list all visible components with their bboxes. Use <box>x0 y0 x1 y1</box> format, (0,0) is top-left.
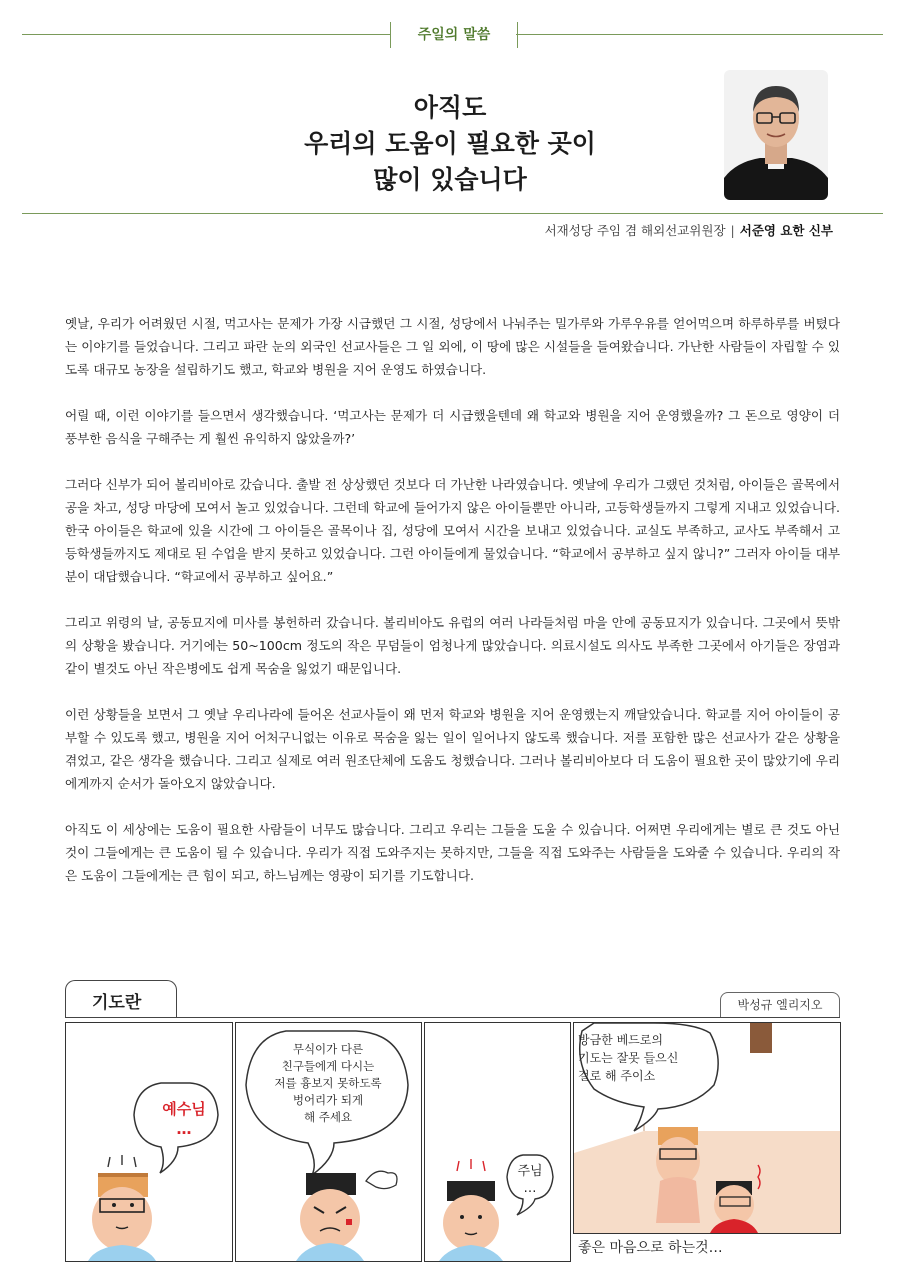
panel-1-bubble <box>152 1099 216 1139</box>
title-line-3: 많이 있습니다 <box>373 165 527 194</box>
author-line <box>545 221 833 239</box>
article-paragraph: 이런 상황들을 보면서 그 옛날 우리나라에 들어온 선교사들이 왜 먼저 학교와 병원을 지어 운영했는지 깨달았습니다. 학교를 지어 아이들이 공부할 수 있도록 했고, 병원을 지어 어처구니없는 이유로 목숨을 잃는 일이 일어나지 않도록 했습니다. 저를 포함한 많은 선교사가 같은 상황을 겪었고, 같은 생각을 했습니다. 그리고 실제로 여러 원조단체에 도움도 청했습니다. 그러나 볼리비아보다 더 도움이 필요한 곳이 많았기에 우리에게까지 순서가 돌아오지 않았습니다. <box>65 707 840 791</box>
article-body <box>65 312 840 910</box>
panel-2-line: 무식이가 다른 <box>292 1042 364 1056</box>
header-rule-left <box>22 34 390 35</box>
page-title <box>250 90 650 198</box>
panel-3-line: 주님 <box>517 1164 543 1179</box>
panel-2-bubble <box>258 1041 398 1126</box>
panel-2-line: 벙어리가 되게 <box>292 1093 364 1107</box>
author-name: 서준영 요한 신부 <box>739 223 833 238</box>
panel-4-line: 방금한 베드로의 <box>578 1033 663 1047</box>
panel-4-bubble <box>578 1031 714 1085</box>
article-paragraph: 그리고 위령의 날, 공동묘지에 미사를 봉헌하러 갔습니다. 볼리비아도 유럽의 여러 나라들처럼 마을 안에 공동묘지가 있습니다. 그곳에서 뜻밖의 상황을 봤습니다. 거기에는 50~100cm 정도의 작은 무덤들이 엄청나게 많았습니다. 의료시설도 의사도 부족한 그곳에서 아기들은 장염과 같이 별것도 아닌 작은병에도 쉽게 목숨을 잃었기 때문입니다. <box>65 615 840 676</box>
title-line-1: 아직도 <box>413 93 487 122</box>
comic-panel-3 <box>424 1022 571 1262</box>
article-paragraph: 옛날, 우리가 어려웠던 시절, 먹고사는 문제가 가장 시급했던 그 시절, 성당에서 나눠주는 밀가루와 가루우유를 얻어먹으며 하루하루를 버텼다는 이야기를 들었습니다. 그리고 파란 눈의 외국인 선교사들은 그 일 외에, 이 땅에 많은 시설들을 들여왔습니다. 가난한 사람들이 자립할 수 있도록 대규모 농장을 설립하기도 했고, 학교와 병원을 지어 운영도 하였습니다. <box>65 316 840 377</box>
panel-4-caption: 좋은 마음으로 하는것… <box>578 1240 723 1256</box>
comic-header <box>65 978 840 1018</box>
panel-1-line: 예수님 <box>162 1100 206 1118</box>
author-role: 서재성당 주임 겸 해외선교위원장 <box>544 223 726 238</box>
comic-panel-1 <box>65 1022 233 1262</box>
comic-title-tab <box>65 980 177 1017</box>
article-paragraph: 아직도 이 세상에는 도움이 필요한 사람들이 너무도 많습니다. 그리고 우리는 그들을 도울 수 있습니다. 어쩌면 우리에게는 별로 큰 것도 아닌 것이 그들에게는 큰 도움이 될 수 있습니다. 우리가 직접 도와주지는 못하지만, 그들을 직접 도와주는 사람들을 도와줄 수 있습니다. 우리의 작은 도움이 그들에게는 큰 힘이 되고, 하느님께는 영광이 되기를 기도합니다. <box>65 822 840 883</box>
comic-panel-2 <box>235 1022 422 1262</box>
comic-title: 기도란 <box>92 993 142 1013</box>
author-separator: | <box>730 223 735 238</box>
panel-2-line: 친구들에게 다시는 <box>281 1059 375 1073</box>
title-line-2: 우리의 도움이 필요한 곳이 <box>304 129 596 158</box>
header-bottom-rule <box>22 213 883 214</box>
article-paragraph: 그러다 신부가 되어 볼리비아로 갔습니다. 출발 전 상상했던 것보다 더 가난한 나라였습니다. 옛날에 우리가 그랬던 것처럼, 아이들은 골목에서 공을 차고, 성당 마당에 모여서 놀고 있었습니다. 그런데 학교에 들어가지 않은 아이들뿐만 아니라, 고등학생들까지 그렇게 지내고 있었습니다. 한국 아이들은 학교에 있을 시간에 그 아이들은 골목이나 집, 성당에 모여서 시간을 보내고 있었습니다. 교실도 부족하고, 교사도 부족해서 고등학생들까지도 제대로 된 수업을 받지 못하고 있었습니다. 그런 아이들에게 물었습니다. “학교에서 공부하고 싶지 않니?” 그러자 아이들 대부분이 대답했습니다. “학교에서 공부하고 싶어요.” <box>65 477 840 584</box>
panel-1-line: … <box>176 1120 192 1138</box>
panel-4-line: 걸로 해 주이소 <box>578 1069 656 1083</box>
panel-2-line: 해 주세요 <box>303 1110 353 1124</box>
comic-panel-4 <box>573 1022 841 1234</box>
header-rule-right <box>516 34 883 35</box>
comic-author: 박성규 엘리지오 <box>720 992 840 1017</box>
article-paragraph: 어릴 때, 이런 이야기를 들으면서 생각했습니다. ‘먹고사는 문제가 더 시급했을텐데 왜 학교와 병원을 지어 운영했을까? 그 돈으로 영양이 더 풍부한 음식을 구해주는 게 훨씬 유익하지 않았을까?’ <box>65 408 840 446</box>
section-tag: 주일의 말씀 <box>390 22 518 48</box>
author-portrait <box>724 70 828 200</box>
panel-3-bubble <box>511 1163 549 1197</box>
panel-3-line: … <box>523 1181 537 1196</box>
panel-4-line: 기도는 잘못 들으신 <box>578 1051 679 1065</box>
panel-2-line: 저를 흉보지 못하도록 <box>274 1076 382 1090</box>
